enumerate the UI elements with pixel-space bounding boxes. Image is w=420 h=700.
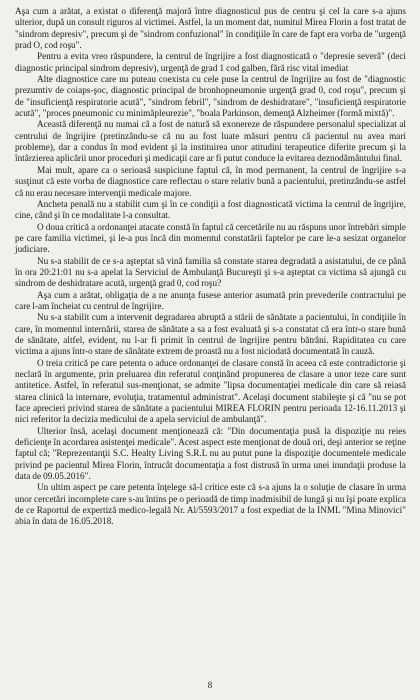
paragraph-diagnostic-difference: Aşa cum a arătat, a existat o diferenţă majoră între diagnosticul pus de centru şi cel la care s-a ajuns ulterior, după un consult riguros al victimei. Astfel, la un moment dat, numitul Mirea Florin a fost tratat de "sindrom depresiv", precum şi de "sindrom confuzional" în condiţiile în care de fapt era vorba de "urgenţă prad O, cod roşu".: [15, 6, 406, 51]
paragraph-health-degradation: Nu s-a stabilit cum a intervenit degradarea abruptă a stării de sănătate a pacientului, în condiţiile în care, în momentul internării, starea de sănătate a sa a fost evaluată şi s-a constatat că era într-o stare bună de sănătate, altfel, evident, nu l-ar fi primit în centrul de îngrijire pentru bătrâni. Rapiditatea cu care victima a ajuns într-o stare de sănătate extrem de proastă nu a fost niciodată documentată în cauză.: [15, 312, 406, 357]
paragraph-contradictory-document: Ulterior însă, acelaşi document menţionează că: "Din documentaţia pusă la dispoziţie nu reies deficienţe în acordarea asistenţei medicale". Acest aspect este menţionat de două ori, deşi anterior se reţine faptul că; "Reprezentanţii S.C. Healty Living S.R.L nu au putut pune la dispoziţie documentele medicale privind pe pacientul Mirea Florin, întrucât documentaţia a fost distrusă în urma unei inundaţii produse la data de 09.05.2016".: [15, 425, 406, 482]
paragraph-contract-obligation: Aşa cum a arătat, obligaţia de a ne anunţa fusese anterior asumată prin prevederile contractului pe care l-am încheiat cu centrul de îngrijire.: [15, 289, 406, 311]
page-number: 8: [207, 680, 213, 690]
paragraph-suspicion: Mai mult, apare ca o serioasă suspiciune faptul că, în mod permanent, la centrul de îngrijire s-a susţinut că este vorba de diagnostice care reflectau o stare relativ bună a pacientului, pretinzându-se astfel că nu erau necesare intervenţii medicale majore.: [15, 164, 406, 198]
paragraph-difference-consequences: Această diferenţă nu numai că a fost de natură să exonereze de răspundere personalul specializat al centrului de îngrijire (pretinzându-se că nu au fost luate măsuri pentru că pacientul nu avea mari probleme), dar a condus în mod evident şi la instituirea unor atitudini terapeutice diferite precum şi la întârzierea aplicării unor proceduri şi medicaţii care ar fi putut conduce la evitarea deznodământului final.: [15, 119, 406, 164]
paragraph-second-critique: O doua critică a ordonanţei atacate constă în faptul că cercetările nu au răspuns unor întrebări simple pe care familia victimei, şi le-a pus încă din momentul constatării faptelor pe care le-a sesizat organelor judiciare.: [15, 221, 406, 255]
paragraph-ambulance-delay: Nu s-a stabilit de ce s-a aşteptat să vină familia să constate starea degradată a asistatului, de ce până în ora 20:21:01 nu s-a apelat la Serviciul de Ambulanţă Bucureşti şi s-a aşteptat ca victima să ajungă cu sindrom de deshidratare acută, urgenţă grad 0, cod roşu?: [15, 255, 406, 289]
paragraph-other-diagnoses: Alte diagnostice care nu puteau coexista cu cele puse la centrul de îngrijire au fost de "diagnostic prezumtiv de coiaps-şoc, diagnostic principal de bronhopneumonie urgenţă grad 0, cod roşu", precum şi de "insuficienţă respiratorie acută", "sindrom febril", "sindrom de deshidratare", "insuficienţă respiratorie acută", "proces pneumonic cu minimăpleurezie", "boala Parkinson, demenţă Alzheimer (formă mixtă)".: [15, 74, 406, 119]
paragraph-avoid-liability: Pentru a evita vreo răspundere, la centrul de îngrijire a fost diagnosticată o "depresie severă" (deci diagnostic principal sindrom depresiv), urgenţă de grad 1 cod galben, fără risc vital imediat: [15, 51, 406, 73]
paragraph-third-critique: O treia critică pe care petenta o aduce ordonanţei de clasare constă în aceea că este contradictorie şi neclară în argumente, prin preluarea din referatul conţinând propunerea de clasare a unor teze care sunt antitetice. Astfel, în referatul sus-menţionat, se admite "lipsa documentaţiei medicale din care să reiasă starea clinică la internare, evoluţia, tratamentul administrat". Acelaşi document stabileşte şi că "nu se pot face aprecieri privind starea de sănătate a pacientului MIREA FLORIN pentru perioada 12-16.11.2013 şi nici referitor la decizia medicului de a apela serviciul de ambulanţă".: [15, 357, 406, 425]
paragraph-criminal-investigation: Ancheta penală nu a stabilit cum şi în ce condiţii a fost diagnosticată victima la centrul de îngrijire, cine, când şi în ce modalitate l-a consultat.: [15, 198, 406, 221]
paragraph-final-aspect: Un ultim aspect pe care petenta înţelege să-l critice este că s-a ajuns la o soluţie de clasare în urma unor cercetări incomplete care s-au întins pe o perioadă de timp inadmisibil de lungă şi nu îşi poate explica de ce Raportul de expertiză medico-legală Nr. Al/5593/2017 a fost expediat de la INML "Mina Minovici" abia în data de 16.05.2018.: [15, 482, 406, 527]
